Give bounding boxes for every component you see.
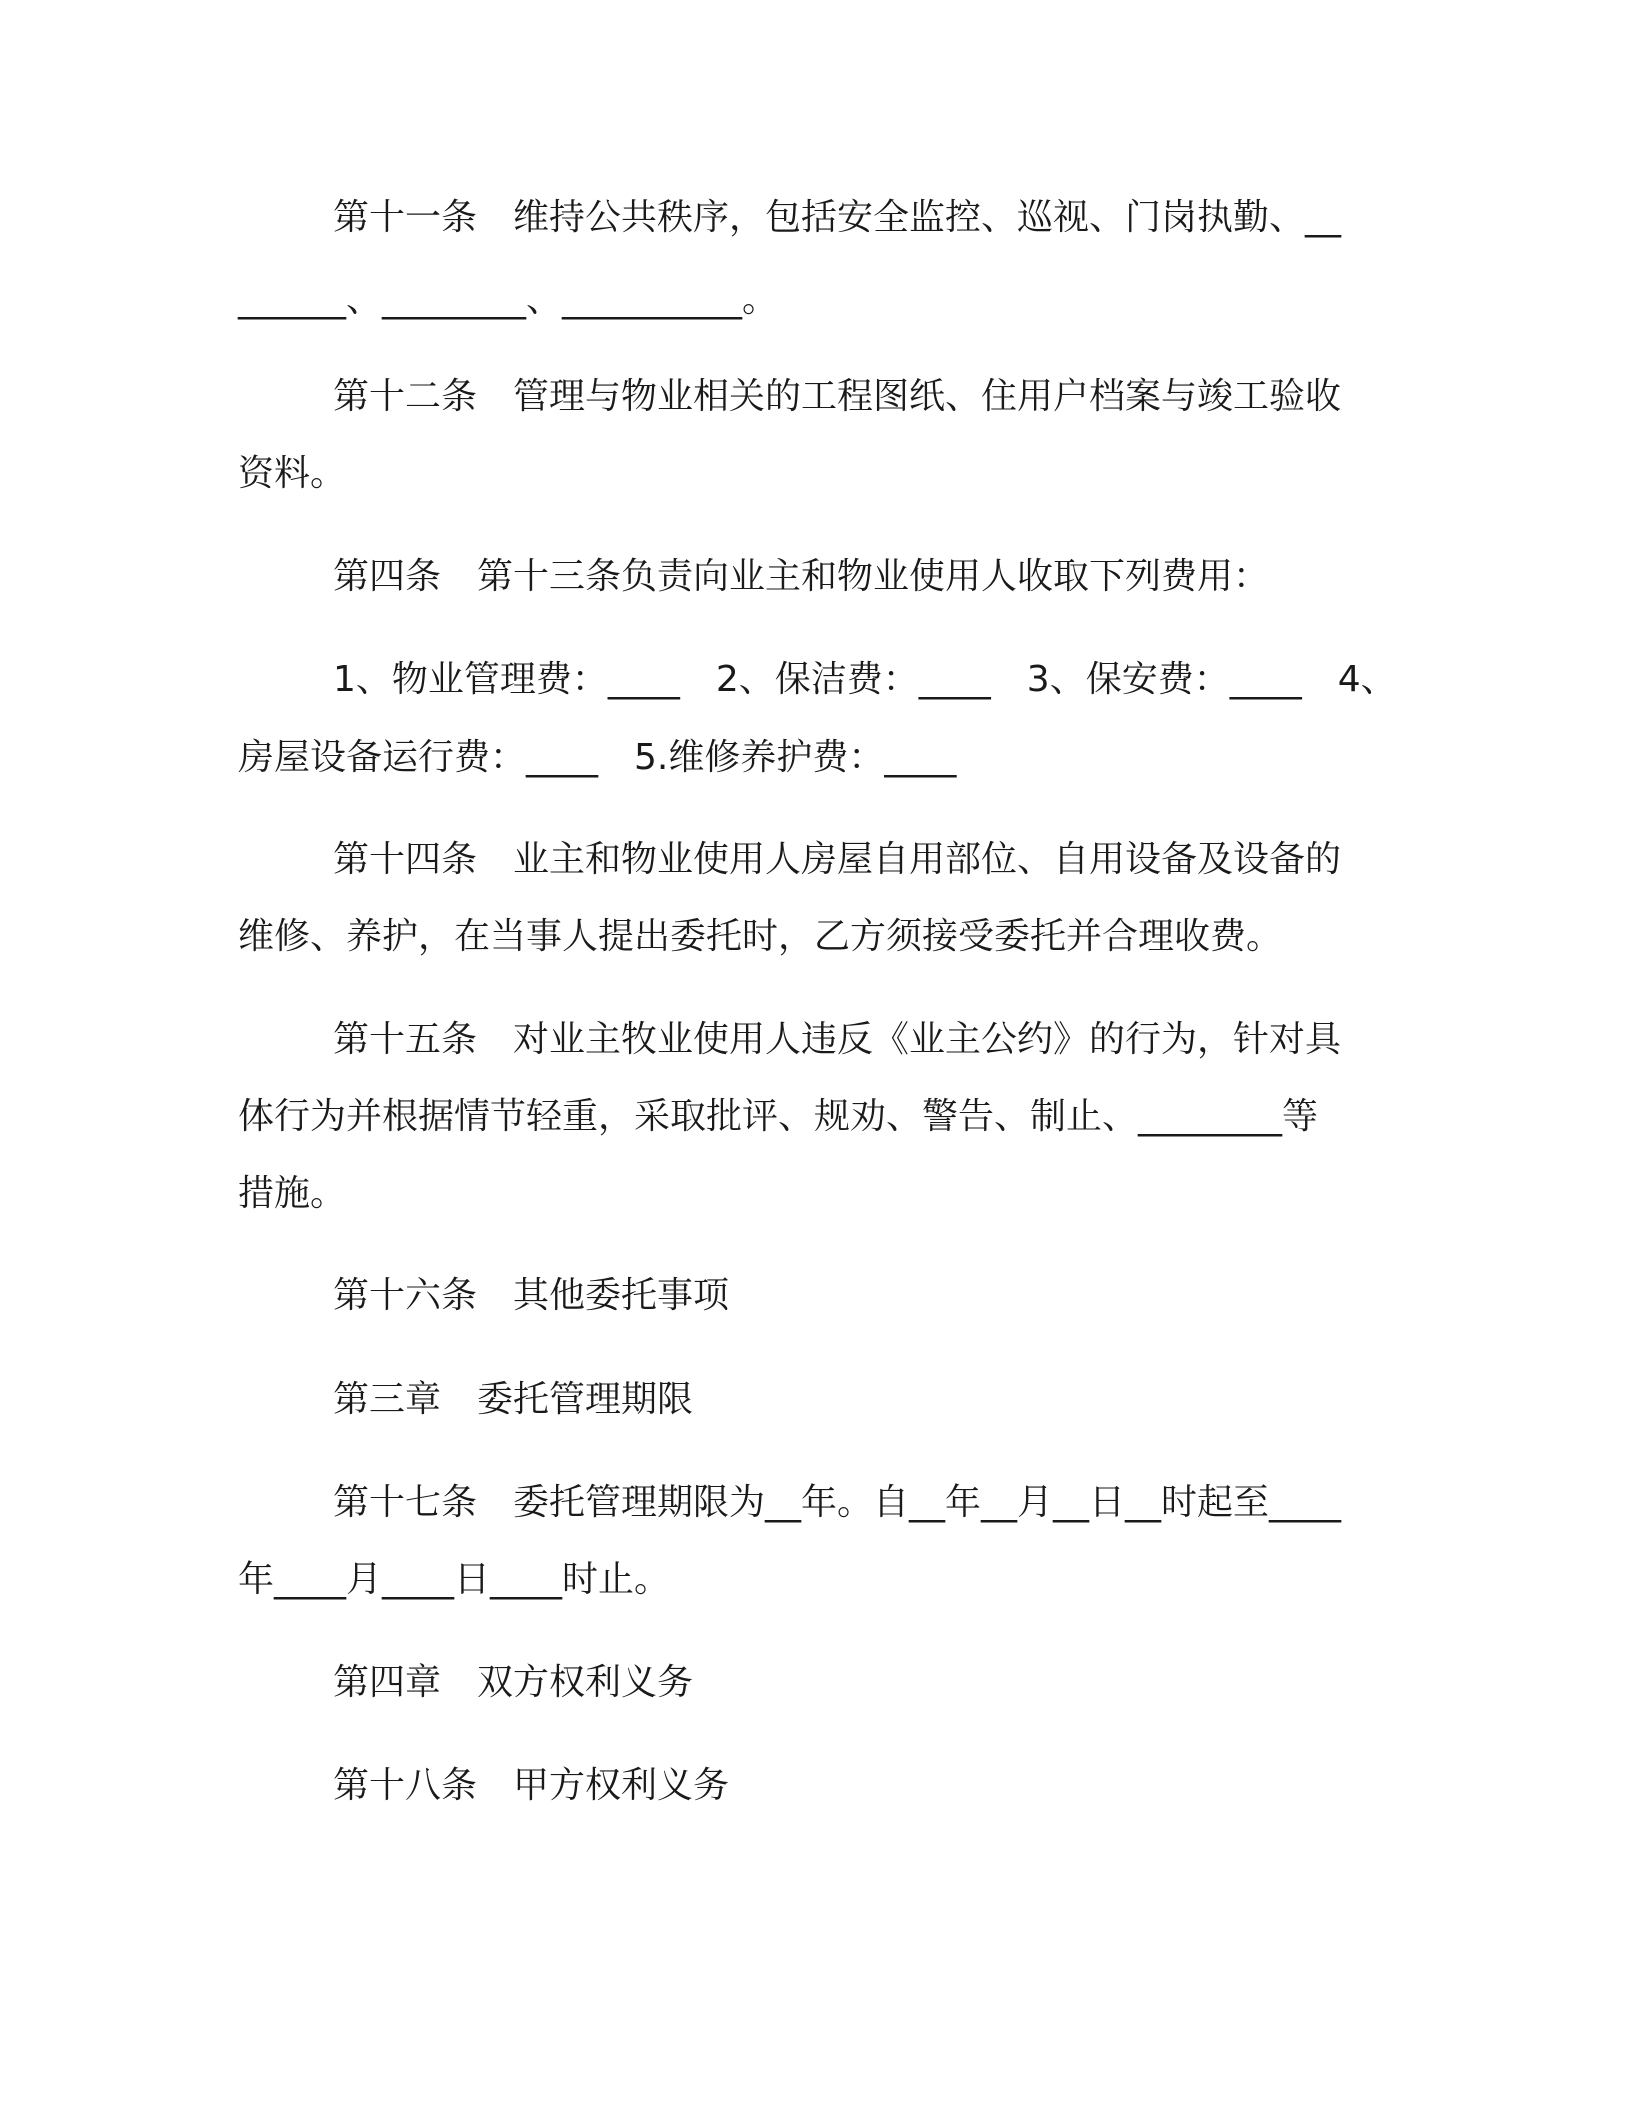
article-11-line-2: ______、________、__________。 (238, 279, 778, 320)
fees-line-2: 房屋设备运行费：____ 5.维修养护费：____ (238, 737, 957, 778)
article-4-13: 第四条 第十三条负责向业主和物业使用人收取下列费用： (333, 556, 1270, 597)
article-17-line-2: 年____月____日____时止。 (238, 1559, 671, 1600)
article-14-line-1: 第十四条 业主和物业使用人房屋自用部位、自用设备及设备的 (333, 839, 1342, 880)
article-12-line-2: 资料。 (238, 453, 347, 494)
article-15-line-2: 体行为并根据情节轻重，采取批评、规劝、警告、制止、________等 (238, 1096, 1319, 1137)
fees-line-1: 1、物业管理费：____ 2、保洁费：____ 3、保安费：____ 4、 (333, 659, 1397, 700)
article-12-line-1: 第十二条 管理与物业相关的工程图纸、住用户档案与竣工验收 (333, 376, 1342, 417)
article-15-line-1: 第十五条 对业主牧业使用人违反《业主公约》的行为，针对具 (333, 1019, 1342, 1060)
article-17-line-1: 第十七条 委托管理期限为__年。自__年__月__日__时起至____ (333, 1482, 1342, 1523)
article-16: 第十六条 其他委托事项 (333, 1275, 730, 1316)
article-11-line-1: 第十一条 维持公共秩序，包括安全监控、巡视、门岗执勤、__ (333, 197, 1342, 238)
chapter-4-heading: 第四章 双方权利义务 (333, 1662, 694, 1703)
chapter-3-heading: 第三章 委托管理期限 (333, 1379, 694, 1420)
article-14-line-2: 维修、养护，在当事人提出委托时，乙方须接受委托并合理收费。 (238, 916, 1283, 957)
article-18: 第十八条 甲方权利义务 (333, 1765, 730, 1806)
article-15-line-3: 措施。 (238, 1173, 347, 1214)
